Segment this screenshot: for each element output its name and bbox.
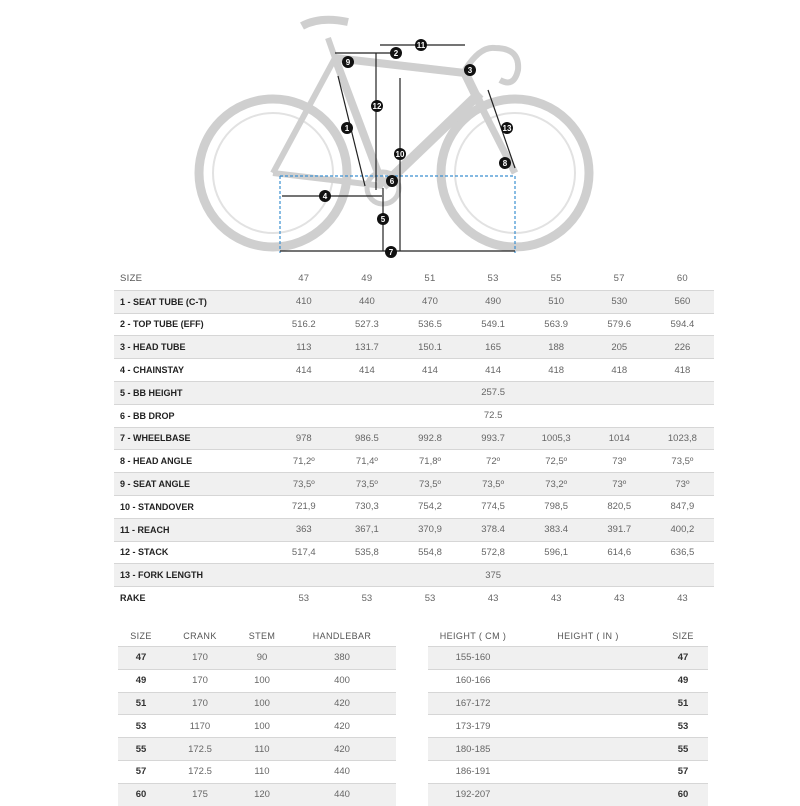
height-table-cell [518,669,658,692]
geometry-cell: 375 [485,569,502,581]
height-table-cell: 47 [677,652,689,664]
geometry-cell: 53 [298,592,310,604]
geometry-cell: 188 [548,341,565,353]
height-table-cell: 53 [677,720,689,732]
geometry-cell: 73º [675,478,690,490]
size-table-cell: 1170 [189,720,211,732]
size-header: SIZE [120,273,143,285]
size-table-header-cell: STEM [248,631,276,641]
height-table-cell: 51 [677,697,689,709]
size-col-header: 47 [298,273,310,285]
svg-text:12: 12 [372,102,382,111]
size-table-cell: 53 [135,720,147,732]
height-table-header-cell: SIZE [672,631,694,641]
height-table-cell [518,760,658,783]
geometry-cell: 820,5 [607,501,632,513]
height-table-cell: 173-179 [455,720,491,732]
size-table-cell: 400 [334,675,350,687]
geometry-row-label: 13 - FORK LENGTH [120,570,204,581]
size-col-header: 55 [550,273,562,285]
geometry-cell: 798,5 [544,501,569,513]
geometry-cell: 43 [613,592,625,604]
size-table-cell: 47 [135,652,147,664]
geometry-row [114,564,714,587]
height-table-cell [518,738,658,761]
size-col-header: 57 [613,273,625,285]
size-table-cell: 420 [334,720,350,732]
geometry-cell: 71,2º [292,455,315,467]
height-table-cell: 186-191 [455,766,491,778]
svg-text:5: 5 [380,215,386,224]
geometry-cell: 414 [422,364,438,376]
size-col-header: 60 [676,273,688,285]
geometry-cell: 53 [424,592,436,604]
geometry-cell: 73,5º [482,478,505,490]
geometry-row-label: 1 - SEAT TUBE (C-T) [120,296,207,307]
geometry-cell: 414 [358,364,375,376]
geometry-cell: 414 [295,364,312,376]
size-table-row [118,738,396,761]
geometry-row [114,336,714,359]
height-table-cell: 57 [677,766,689,778]
size-table-cell: 172.5 [188,743,212,755]
size-col-header: 51 [424,273,436,285]
geometry-row [114,359,714,382]
height-table-cell [518,715,658,738]
geometry-cell: 1005,3 [541,432,571,444]
geometry-cell: 72º [486,455,501,467]
size-col-header: 49 [361,273,373,285]
geometry-cell: 73,2º [545,478,568,490]
height-table-cell: 155-160 [455,652,491,664]
geometry-cell: 440 [358,296,375,308]
geometry-cell: 774,5 [481,501,505,513]
height-table-cell: 160-166 [455,675,491,687]
rider-height-table [428,626,694,806]
geometry-cell: 72.5 [483,410,503,422]
svg-text:7: 7 [388,248,394,257]
bike-geometry-diagram [190,8,550,258]
svg-text:4: 4 [322,192,328,201]
size-table-cell: 170 [192,697,208,709]
geometry-row-label: 9 - SEAT ANGLE [120,479,191,490]
size-table-header [118,626,396,647]
height-table-row [428,760,708,783]
size-table-cell: 110 [254,766,270,778]
geometry-cell: 490 [485,296,501,308]
size-table-cell: 420 [334,743,350,755]
svg-text:9: 9 [345,58,351,67]
geometry-cell: 517,4 [291,546,316,558]
size-component-table [118,626,396,806]
geometry-cell: 516.2 [291,318,316,330]
geometry-row-label: RAKE [120,593,146,604]
height-table-header-cell: HEIGHT ( IN ) [557,631,619,641]
geometry-cell: 730,3 [355,501,379,513]
size-table-row [118,647,396,670]
height-table-row [428,647,708,670]
svg-text:10: 10 [395,150,405,159]
geometry-row [114,587,714,609]
size-table-cell: 110 [254,743,270,755]
height-table-cell: 55 [677,743,689,755]
size-table-row [118,669,396,692]
geometry-row [114,541,714,564]
size-table-cell: 100 [254,675,270,687]
height-table-row [428,738,708,761]
height-table-row [428,783,708,805]
geometry-cell: 71,4º [355,455,378,467]
size-table-row [118,715,396,738]
height-table-cell: 167-172 [455,697,491,709]
svg-text:2: 2 [393,49,399,58]
size-table-cell: 440 [334,766,350,778]
geometry-cell: 1014 [608,432,630,444]
geometry-cell: 614,6 [607,546,632,558]
geometry-row [114,495,714,518]
size-table-cell: 49 [135,675,147,687]
geometry-cell: 986.5 [355,432,379,444]
geometry-cell: 579.6 [607,318,632,330]
geometry-row [114,381,714,404]
geometry-cell: 993.7 [481,432,505,444]
geometry-header-row [114,268,714,290]
geometry-cell: 205 [611,341,628,353]
geometry-cell: 43 [487,592,499,604]
size-table-cell: 380 [334,652,350,664]
geometry-cell: 73,5º [419,478,441,490]
size-table-cell: 170 [192,675,208,687]
height-table-cell [518,783,658,805]
geometry-row [114,313,714,336]
geometry-cell: 53 [361,592,373,604]
geometry-row-label: 12 - STACK [120,547,169,558]
geometry-row-label: 3 - HEAD TUBE [120,342,186,353]
size-table-cell: 172.5 [188,766,212,778]
geometry-row-label: 8 - HEAD ANGLE [120,456,193,467]
geometry-cell: 563.9 [544,318,569,330]
geometry-cell: 549.1 [481,318,505,330]
geometry-cell: 530 [611,296,628,308]
geometry-cell: 978 [295,432,312,444]
geometry-cell: 363 [295,524,312,536]
geometry-cell: 721,9 [291,501,316,513]
geometry-cell: 510 [548,296,565,308]
geometry-cell: 378.4 [481,524,505,536]
geometry-cell: 535,8 [355,546,379,558]
svg-text:11: 11 [416,41,426,50]
geometry-row [114,290,714,313]
geometry-cell: 73º [612,455,627,467]
geometry-row [114,518,714,541]
geometry-row-label: 2 - TOP TUBE (EFF) [120,319,204,330]
geometry-cell: 165 [485,341,501,353]
svg-text:1: 1 [344,124,350,133]
height-table-cell: 192-207 [455,789,491,801]
geometry-cell: 418 [611,364,628,376]
size-table-cell: 175 [192,789,208,801]
size-table-header-cell: HANDLEBAR [312,631,372,641]
geometry-cell: 536.5 [418,318,442,330]
geometry-cell: 418 [548,364,565,376]
geometry-cell: 73,5º [292,478,315,490]
geometry-row-label: 10 - STANDOVER [120,501,194,512]
geometry-table [114,268,697,609]
height-table-row [428,715,708,738]
size-table-row [118,760,396,783]
height-table-cell: 180-185 [455,743,491,755]
geometry-row [114,404,714,427]
geometry-row [114,427,714,450]
height-table-header [428,626,708,647]
geometry-cell: 43 [550,592,562,604]
geometry-cell: 257.5 [481,387,506,399]
size-table-cell: 90 [256,652,268,664]
geometry-cell: 71,8º [419,455,441,467]
geometry-cell: 410 [295,296,312,308]
geometry-cell: 1023,8 [667,432,697,444]
size-table-cell: 51 [135,697,147,709]
size-table-cell: 55 [135,743,147,755]
geometry-cell: 754,2 [418,501,442,513]
geometry-row-label: 5 - BB HEIGHT [120,387,183,398]
height-table-cell [518,647,658,670]
geometry-cell: 73,5º [355,478,378,490]
geometry-row-label: 11 - REACH [120,524,170,535]
size-table-header-cell: CRANK [183,631,217,641]
size-table-cell: 57 [135,766,147,778]
size-table-cell: 120 [254,789,270,801]
geometry-cell: 391.7 [607,524,632,536]
geometry-cell: 470 [422,296,438,308]
size-table-cell: 60 [135,789,147,801]
geometry-cell: 992.8 [418,432,442,444]
height-table-cell: 60 [677,789,689,801]
geometry-cell: 226 [674,341,691,353]
geometry-cell: 367,1 [355,524,379,536]
geometry-row-label: 4 - CHAINSTAY [120,365,185,376]
geometry-cell: 73º [612,478,627,490]
height-table-header-cell: HEIGHT ( CM ) [439,631,507,641]
size-table-row [118,783,396,805]
size-table-cell: 440 [334,789,350,801]
geometry-cell: 131.7 [355,341,379,353]
geometry-cell: 43 [677,592,688,604]
geometry-cell: 527.3 [355,318,379,330]
geometry-cell: 370,9 [418,524,442,536]
geometry-row-label: 6 - BB DROP [120,410,175,421]
geometry-row [114,450,714,473]
size-table-header-cell: SIZE [130,631,152,641]
geometry-row-label: 7 - WHEELBASE [120,433,191,444]
height-table-cell [518,692,658,715]
geometry-cell: 113 [296,341,312,353]
size-table-row [118,692,396,715]
svg-text:6: 6 [389,177,395,186]
geometry-cell: 150.1 [418,341,442,353]
size-col-header: 53 [487,273,499,285]
geometry-cell: 73,5º [671,455,694,467]
svg-text:8: 8 [502,159,508,168]
geometry-cell: 400,2 [670,524,695,536]
geometry-row [114,473,714,496]
svg-text:3: 3 [467,66,473,75]
geometry-cell: 594.4 [670,318,695,330]
height-table-cell: 49 [677,675,689,687]
geometry-cell: 72,5º [545,455,568,467]
geometry-cell: 560 [674,296,691,308]
geometry-cell: 554,8 [418,546,442,558]
geometry-cell: 847,9 [670,501,695,513]
size-table-cell: 170 [192,652,208,664]
height-table-row [428,692,708,715]
size-table-cell: 100 [254,697,270,709]
geometry-cell: 414 [485,364,501,376]
size-table-cell: 100 [254,720,270,732]
geometry-cell: 572,8 [481,546,505,558]
height-table-row [428,669,708,692]
geometry-cell: 596,1 [544,546,569,558]
geometry-cell: 418 [674,364,691,376]
geometry-cell: 383.4 [544,524,569,536]
size-table-cell: 420 [334,697,350,709]
geometry-cell: 636,5 [670,546,695,558]
svg-text:13: 13 [502,124,512,133]
